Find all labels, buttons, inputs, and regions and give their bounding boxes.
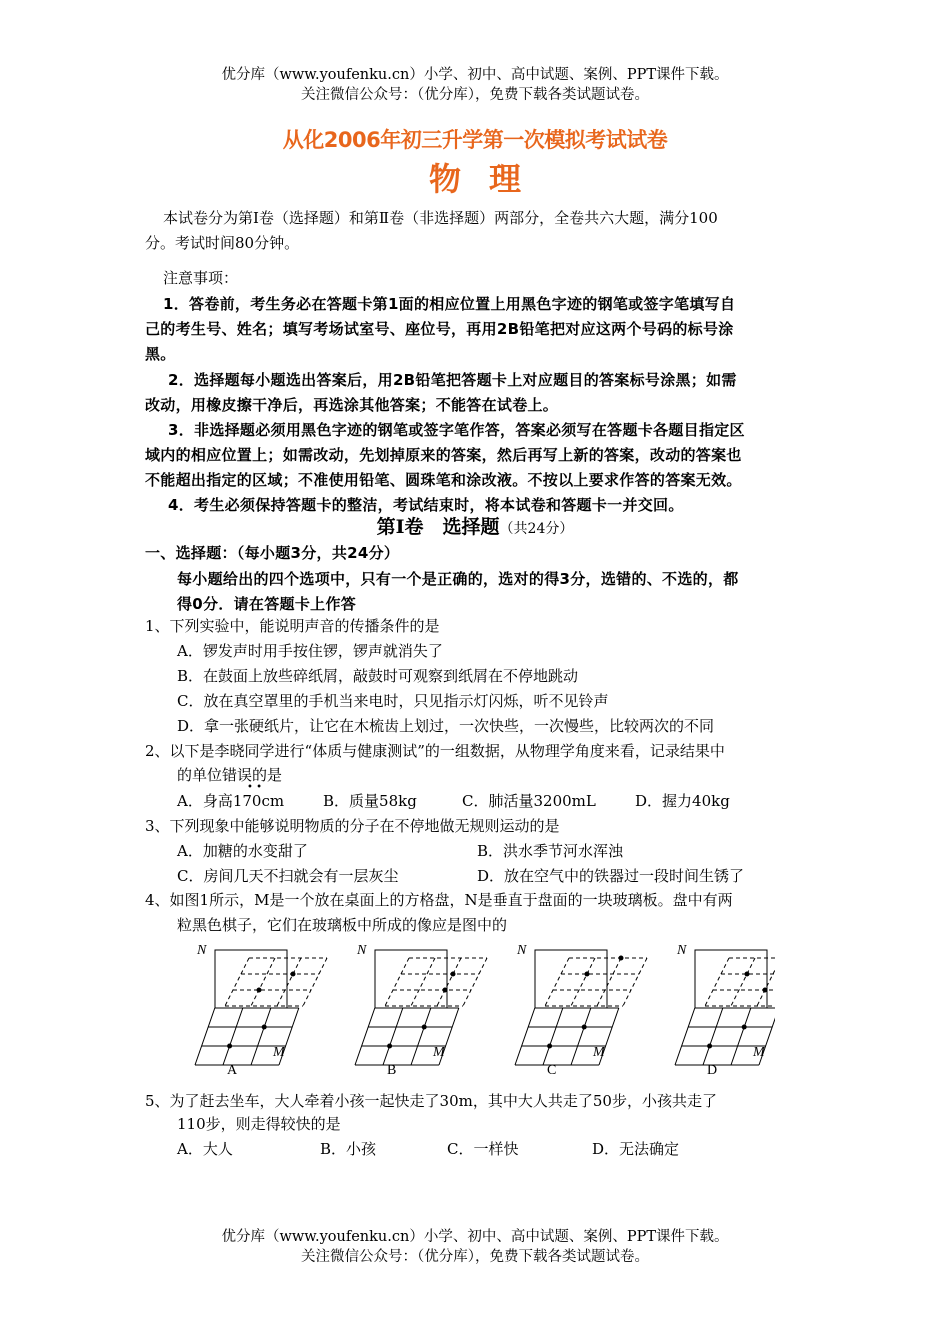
image-grid-line xyxy=(623,958,647,1006)
board-grid-line xyxy=(251,1008,271,1065)
board-label-m: M xyxy=(753,1045,765,1060)
option-label: A xyxy=(227,1063,238,1078)
chess-piece xyxy=(387,1044,392,1049)
board-grid-line xyxy=(411,1008,431,1065)
board-grid-line xyxy=(515,1008,535,1065)
note-3-line3: 不能超出指定的区域；不准使用铅笔、圆珠笔和涂改液。不按以上要求作答的答案无效。 xyxy=(145,471,742,489)
exam-title: 从化2006年初三升学第一次模拟考试试卷 xyxy=(282,128,668,152)
chess-piece-image xyxy=(619,956,624,961)
q2-option-a: A．身高170cm xyxy=(177,792,285,810)
board-label-m: M xyxy=(273,1045,285,1060)
q5-stem-line2: 110步，则走得较快的是 xyxy=(177,1115,341,1133)
chess-piece-image xyxy=(291,972,296,977)
board-label-m: M xyxy=(593,1045,605,1060)
board-grid-line xyxy=(195,1008,215,1065)
glass-plate xyxy=(375,950,447,1008)
note-4-line1: 4．考生必须保持答题卡的整洁，考试结束时，将本试卷和答题卡一并交回。 xyxy=(168,496,684,514)
board-grid-line xyxy=(731,1008,751,1065)
q2-option-d: D．握力40kg xyxy=(635,792,730,810)
note-3-line1: 3．非选择题必须用黑色字迹的钢笔或签字笔作答，答案必须写在答题卡各题目指定区 xyxy=(168,421,745,439)
image-grid-line xyxy=(597,958,621,1006)
section-title xyxy=(0,512,950,539)
part1-heading: 一、选择题：（每小题3分，共24分） xyxy=(145,544,400,562)
q1-stem: 1、下列实验中，能说明声音的传播条件的是 xyxy=(145,617,440,635)
note-1-line2: 己的考生号、姓名；填写考场试室号、座位号，再用2B铅笔把对应这两个号码的标号涂 xyxy=(145,320,734,338)
chess-piece-image xyxy=(451,972,456,977)
image-grid-line xyxy=(545,958,569,1006)
image-grid-line xyxy=(411,958,435,1006)
q5-option-a: A．大人 xyxy=(177,1140,233,1158)
image-grid-line xyxy=(385,958,409,1006)
board-grid-line xyxy=(571,1008,591,1065)
note-1-line3: 黑。 xyxy=(145,345,176,363)
q2-option-c: C．肺活量3200mL xyxy=(462,792,596,810)
board-grid-line xyxy=(675,1008,695,1065)
q1-option-b: B．在鼓面上放些碎纸屑，敲鼓时可观察到纸屑在不停地跳动 xyxy=(177,667,579,685)
board-grid-line xyxy=(703,1008,723,1065)
image-grid-line xyxy=(303,958,327,1006)
q2-option-b: B．质量58kg xyxy=(323,792,417,810)
glass-plate xyxy=(695,950,767,1008)
mirror-label-n: N xyxy=(197,943,207,958)
note-2-line2: 改动，用橡皮擦干净后，再选涂其他答案；不能答在试卷上。 xyxy=(145,396,559,414)
emphasis-dots: • • xyxy=(247,782,262,793)
q3-option-c: C．房间几天不扫就会有一层灰尘 xyxy=(177,867,399,885)
chess-piece xyxy=(582,1025,587,1030)
glass-plate xyxy=(215,950,287,1008)
mirror-label-n: N xyxy=(357,943,367,958)
chess-piece xyxy=(262,1025,267,1030)
q1-option-d: D．拿一张硬纸片，让它在木梳齿上划过，一次快些，一次慢些，比较两次的不同 xyxy=(177,717,715,735)
mirror-label-n: N xyxy=(677,943,687,958)
board-grid-line xyxy=(223,1008,243,1065)
section-title-text: 第Ⅰ卷 选择题 xyxy=(376,516,500,538)
chess-piece xyxy=(707,1044,712,1049)
q5-stem-line1: 5、为了赶去坐车，大人牵着小孩一起快走了30m，其中大人共走了50步，小孩共走了 xyxy=(145,1092,717,1110)
section-score: （共24分） xyxy=(499,521,574,537)
image-grid-line xyxy=(705,958,729,1006)
chess-piece xyxy=(227,1044,232,1049)
q3-option-b: B．洪水季节河水浑浊 xyxy=(477,842,624,860)
q4-stem-line2: 粒黑色棋子，它们在玻璃板中所成的像应是图中的 xyxy=(177,916,508,934)
chess-piece-image xyxy=(257,988,262,993)
q4-stem-line1: 4、如图1所示，M是一个放在桌面上的方格盘，N是垂直于盘面的一块玻璃板。盘中有两 xyxy=(145,891,733,909)
chess-piece xyxy=(422,1025,427,1030)
image-grid-line xyxy=(437,958,461,1006)
board-grid-line xyxy=(383,1008,403,1065)
board-label-m: M xyxy=(433,1045,445,1060)
site-footer-line1: 优分库（www.youfenku.cn）小学、初中、高中试题、案例、PPT课件下载。 xyxy=(221,1229,729,1245)
part1-instr1: 每小题给出的四个选项中，只有一个是正确的，选对的得3分，选错的、不选的，都 xyxy=(177,570,739,588)
image-grid-line xyxy=(757,958,775,1006)
q5-option-b: B．小孩 xyxy=(320,1140,377,1158)
q3-option-a: A．加糖的水变甜了 xyxy=(177,842,308,860)
glass-plate xyxy=(535,950,607,1008)
chess-piece xyxy=(742,1025,747,1030)
q3-stem: 3、下列现象中能够说明物质的分子在不停地做无规则运动的是 xyxy=(145,817,560,835)
q5-option-d: D．无法确定 xyxy=(592,1140,680,1158)
q2-stem-line2: 的单位错误的是 xyxy=(177,766,283,784)
site-header-line1: 优分库（www.youfenku.cn）小学、初中、高中试题、案例、PPT课件下载。 xyxy=(221,67,729,83)
image-grid-line xyxy=(731,958,755,1006)
option-label: D xyxy=(707,1063,718,1078)
q5-option-c: C．一样快 xyxy=(447,1140,519,1158)
site-header-line2: 关注微信公众号：（优分库），免费下载各类试题试卷。 xyxy=(301,87,649,103)
q2-stem-line1: 2、以下是李晓同学进行“体质与健康测试”的一组数据，从物理学角度来看，记录结果中 xyxy=(145,742,725,760)
chess-piece-image xyxy=(585,972,590,977)
chess-piece-image xyxy=(763,988,768,993)
chess-piece xyxy=(547,1044,552,1049)
image-grid-line xyxy=(225,958,249,1006)
intro-line2: 分。考试时间80分钟。 xyxy=(145,234,300,252)
note-2-line1: 2．选择题每小题选出答案后，用2B铅笔把答题卡上对应题目的答案标号涂黑；如需 xyxy=(168,371,737,389)
q1-option-a: A．锣发声时用手按住锣，锣声就消失了 xyxy=(177,642,443,660)
option-label: C xyxy=(547,1063,557,1078)
intro-line1: 本试卷分为第Ⅰ卷（选择题）和第Ⅱ卷（非选择题）两部分，全卷共六大题，满分100 xyxy=(163,209,718,227)
subject-title: 物理 xyxy=(428,160,549,198)
notice-title: 注意事项： xyxy=(163,269,239,287)
q4-figure xyxy=(175,938,775,1078)
image-grid-line xyxy=(251,958,275,1006)
image-grid-line xyxy=(463,958,487,1006)
q3-option-d: D．放在空气中的铁器过一段时间生锈了 xyxy=(477,867,745,885)
note-1-line1: 1．答卷前，考生务必在答题卡第1面的相应位置上用黑色字迹的钢笔或签字笔填写自 xyxy=(163,295,736,313)
board-grid-line xyxy=(355,1008,375,1065)
mirror-label-n: N xyxy=(517,943,527,958)
image-grid-line xyxy=(571,958,595,1006)
part1-instr2: 得0分．请在答题卡上作答 xyxy=(177,595,357,613)
board-grid-line xyxy=(543,1008,563,1065)
q4-figure-svg xyxy=(175,938,775,1078)
option-label: B xyxy=(387,1063,397,1078)
note-3-line2: 域内的相应位置上；如需改动，先划掉原来的答案，然后再写上新的答案，改动的答案也 xyxy=(145,446,742,464)
image-grid-line xyxy=(277,958,301,1006)
chess-piece-image xyxy=(443,988,448,993)
chess-piece-image xyxy=(745,972,750,977)
site-footer-line2: 关注微信公众号：（优分库），免费下载各类试题试卷。 xyxy=(301,1249,649,1265)
q1-option-c: C．放在真空罩里的手机当来电时，只见指示灯闪烁，听不见铃声 xyxy=(177,692,609,710)
